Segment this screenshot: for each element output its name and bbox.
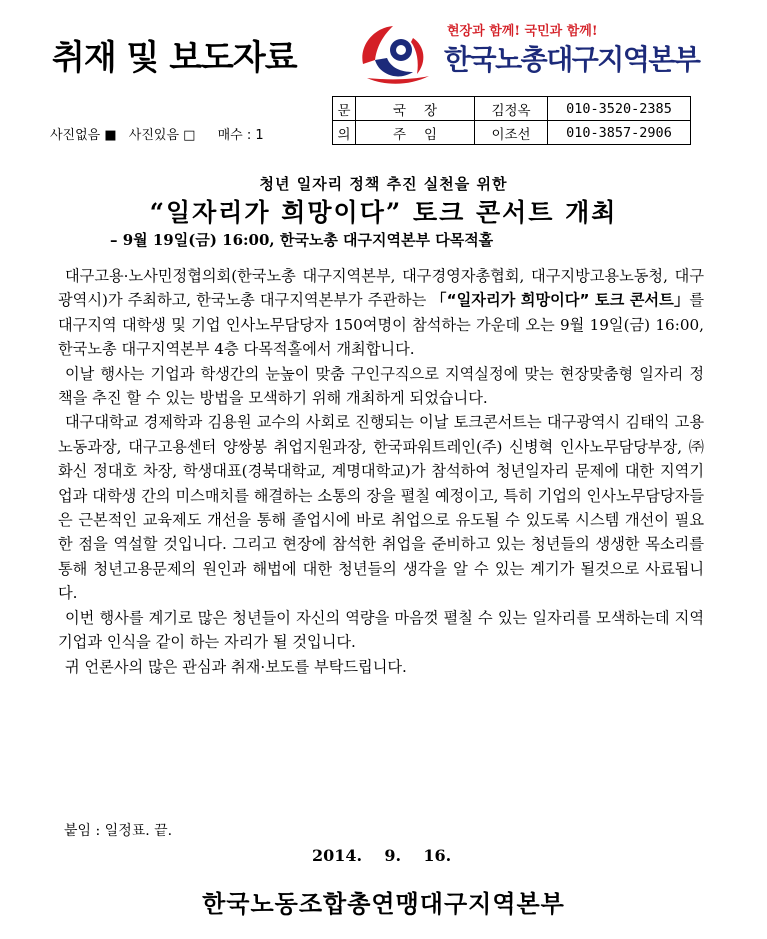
- pre-title: 청년 일자리 정책 추진 실천을 위한: [259, 175, 508, 193]
- contact-role: 주임: [356, 121, 475, 145]
- contact-phone: 010-3857-2906: [548, 121, 691, 145]
- attachment-note: 붙임 : 일정표. 끝.: [64, 823, 173, 839]
- contact-header-top: 문: [333, 97, 356, 121]
- footer-org-name: 한국노동조합총연맹대구지역본부: [202, 889, 565, 918]
- subtitle: – 9월 19일(금) 16:00, 한국노총 대구지역본부 다목적홀: [110, 231, 494, 249]
- release-date: 2014. 9. 16.: [312, 846, 452, 865]
- contact-row: [333, 121, 691, 145]
- contact-role: 국장: [356, 97, 475, 121]
- no-photo-indicator: 사진없음 ■: [50, 128, 117, 143]
- page-count: 매수 : 1: [217, 128, 264, 143]
- contact-row: [333, 97, 691, 121]
- body-paragraph: 이번 행사를 계기로 많은 청년들이 자신의 역량을 마음껏 펼칠 수 있는 일자리를 모색하는데 지역 기업과 인식을 같이 하는 자리가 될 것입니다.: [58, 608, 704, 652]
- org-slogan: 현장과 함께! 국민과 함께!: [447, 24, 598, 39]
- contact-phone: 010-3520-2385: [548, 97, 691, 121]
- body-paragraph: 귀 언론사의 많은 관심과 취재·보도를 부탁드립니다.: [65, 657, 407, 676]
- with-photo-indicator: 사진있음 □: [128, 128, 196, 143]
- body-paragraph: 대구고용·노사민정협의회(한국노총 대구지역본부, 대구경영자총협회, 대구지방고용노동청, 대구광역시)가 주최하고, 한국노총 대구지역본부가 주관하는 「“일자리가 희망이다” 토크 콘서트」를 대구지역 대학생 및 기업 인사노무담당자 150여명이 참석하는 가운데 오는 9월 19일(금) 16:00, 한국노총 대구지역본부 4층 다목적홀에서 개최합니다.: [58, 267, 704, 359]
- contact-name: 김정옥: [475, 97, 548, 121]
- body-paragraph: 대구대학교 경제학과 김용원 교수의 사회로 진행되는 이날 토크콘서트는 대구광역시 김태익 고용노동과장, 대구고용센터 양쌍봉 취업지원과장, 한국파워트레인(주) 신병혁 인사노무담당부장, ㈜화신 정대호 차장, 학생대표(경북대학교, 계명대학교)가 참석하여 청년일자리 문제에 대한 지역기업과 대학생 간의 미스매치를 해결하는 소통의 장을 펼칠 예정이고, 특히 기업의 인사노무담당자들은 근본적인 교육제도 개선을 통해 졸업시에 바로 취업으로 유도될 수 있도록 시스템 개선이 필요한 점을 역설할 것입니다. 그리고 현장에 참석한 취업을 준비하고 있는 청년들의 생생한 목소리를 통해 청년고용문제의 원인과 해법에 대한 청년들의 생각을 알 수 있는 계기가 될것으로 사료됩니다.: [58, 413, 704, 603]
- body-paragraph: 이날 행사는 기업과 학생간의 눈높이 맞춤 구인구직으로 지역실정에 맞는 현장맞춤형 일자리 정책을 추진 할 수 있는 방법을 모색하기 위해 개최하게 되었습니다.: [58, 364, 704, 408]
- union-logo-icon: [355, 20, 435, 90]
- contact-table: [332, 96, 691, 145]
- main-title: “일자리가 희망이다” 토크 콘서트 개최: [149, 198, 618, 227]
- document-type-title: 취재 및 보도자료: [52, 38, 297, 78]
- photo-status-line: [50, 124, 272, 143]
- contact-header-bottom: 의: [333, 121, 356, 145]
- contact-name: 이조선: [475, 121, 548, 145]
- org-name: 한국노총대구지역본부: [444, 43, 700, 76]
- event-name-bold: 「“일자리가 희망이다” 토크 콘서트」: [431, 291, 690, 310]
- press-release-body: [58, 264, 704, 679]
